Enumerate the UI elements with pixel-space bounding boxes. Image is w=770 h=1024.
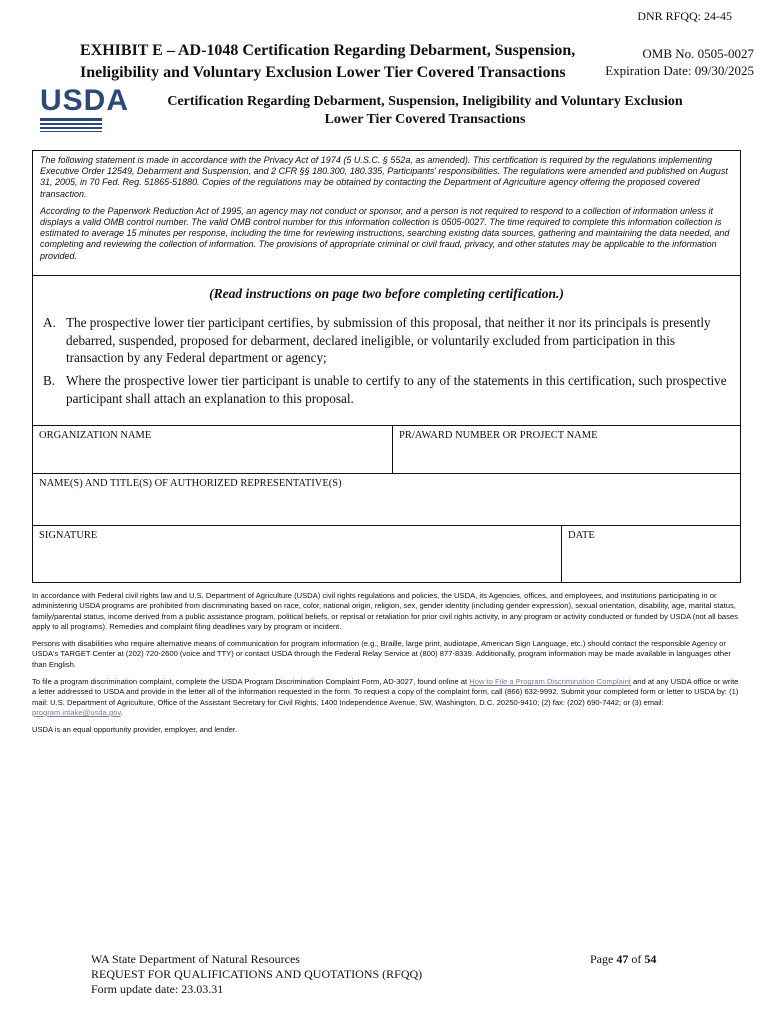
complaint-form-link[interactable]: How to File a Program Discrimination Complaint xyxy=(469,677,631,687)
signature-fields xyxy=(32,426,741,583)
exhibit-title-line2: Ineligibility and Voluntary Exclusion Lower Tier Covered Transactions xyxy=(80,64,566,81)
privacy-act-paragraph: The following statement is made in accordance with the Privacy Act of 1974 (5 U.S.C. § 552a, as amended). This certification is required by the regulations implementing Executive Order 12549, Debarment and Suspension, and 2 CFR §§ 180.300, 180.335, Participants' responsibilities. The regulations were amended and published on August 31, 2005, in 70 Fed. Reg. 51865-51880. Copies of the regulations may be obtained by contacting the Department of Agriculture agency offering the proposed covered transaction. xyxy=(40,155,728,199)
item-b-label: B. xyxy=(43,373,56,388)
privacy-statement-box xyxy=(32,150,741,276)
item-a-label: A. xyxy=(43,315,56,330)
usda-logo xyxy=(40,84,130,132)
exhibit-title-line1: EXHIBIT E – AD-1048 Certification Regarding Debarment, Suspension, xyxy=(80,42,576,59)
signature-field[interactable] xyxy=(33,526,561,583)
footer-agency: WA State Department of Natural Resources xyxy=(91,952,300,966)
complaint-text-end: . xyxy=(120,707,123,717)
omb-info xyxy=(605,45,754,79)
representative-label: NAME(S) AND TITLE(S) OF AUTHORIZED REPRESENTATIVE(S) xyxy=(39,478,342,489)
instructions-note: (Read instructions on page two before completing certification.) xyxy=(209,286,564,301)
disabilities-paragraph: Persons with disabilities who require alternative means of communication for program information (e.g., Braille, large print, audiotape, American Sign Language, etc.) should contact the responsible Agency or USDA's TARGET Center at (202) 720-2600 (voice and TTY) or contact USDA through the Federal Relay Service at (800) 877-8339. Additionally, program information may be made available in languages other than English. xyxy=(32,639,731,669)
page-total: 54 xyxy=(644,952,657,966)
expiration-date: Expiration Date: 09/30/2025 xyxy=(605,63,754,78)
nondiscrimination-paragraph: In accordance with Federal civil rights law and U.S. Department of Agriculture (USDA) civil rights regulations and policies, the USDA, its Agencies, offices, and employees, and institutions participating in or administering USDA programs are prohibited from discriminating based on race, color, national origin, religion, sex, gender identity (including gender expression), sexual orientation, disability, age, marital status, family/parental status, income derived from a public assistance program, political beliefs, or reprisal or retaliation for prior civil rights activity, in any program or activity conducted or funded by USDA (not all bases apply to all programs). Remedies and complaint filing deadlines vary by program or incident. xyxy=(32,591,738,631)
footer-update-date: Form update date: 23.03.31 xyxy=(91,982,224,996)
paperwork-reduction-paragraph: According to the Paperwork Reduction Act of 1995, an agency may not conduct or sponsor, and a person is not required to respond to a collection of information unless it displays a valid OMB control number. The valid OMB control number for this information collection is 0505-0027. The time required to complete this information collection is estimated to average 15 minutes per response, including the time for reviewing instructions, searching existing data sources, gathering and maintaining the data needed, and completing and reviewing the collection of information. The provisions of appropriate criminal or civil fraud, privacy, and other statutes may be applicable to the information provided. xyxy=(40,205,730,261)
certification-item-b xyxy=(43,372,733,407)
complaint-text-mid: and at any USDA office or write a letter addressed to USDA and provide in the letter all of the information requested in the form. To request a copy of the complaint form, call (866) 632-9992. Submit your completed form or letter to USDA by: (1) mail: U.S. Department of Agriculture, Office of the Assistant Secretary for Civil Rights, 1400 Independence Avenue, SW, Washington, D.C. 20250-9410; (2) fax: (202) 690-7442; or (3) email: xyxy=(32,677,739,707)
complaint-text-start: To file a program discrimination complaint, complete the USDA Program Discrimination Complaint Form, AD-3027, found online at xyxy=(32,677,470,687)
organization-name-label: ORGANIZATION NAME xyxy=(39,430,152,441)
exhibit-title xyxy=(80,40,595,84)
usda-logo-text: USDA xyxy=(40,84,130,117)
certification-box xyxy=(32,276,741,426)
certification-title xyxy=(140,93,710,129)
certification-title-line1: Certification Regarding Debarment, Suspension, Ineligibility and Voluntary Exclusion xyxy=(167,94,683,109)
omb-number: OMB No. 0505-0027 xyxy=(642,46,754,61)
fields-row-signature xyxy=(33,526,740,583)
program-intake-email-link[interactable]: program.intake@usda.gov xyxy=(32,707,121,717)
usda-logo-bars xyxy=(40,118,102,132)
date-label: DATE xyxy=(568,530,595,541)
page-word: Page xyxy=(590,952,617,966)
rfqq-reference: DNR RFQQ: 24-45 xyxy=(637,9,732,23)
equal-opportunity-statement: USDA is an equal opportunity provider, employer, and lender. xyxy=(32,725,238,735)
award-number-label: PR/AWARD NUMBER OR PROJECT NAME xyxy=(399,430,598,441)
footer-document-title: REQUEST FOR QUALIFICATIONS AND QUOTATIONS (RFQQ) xyxy=(91,967,423,981)
item-a-text: The prospective lower tier participant certifies, by submission of this proposal, that neither it nor its principals is presently debarred, suspended, proposed for debarment, declared ineligible, or voluntarily excluded from participation in this transaction by any Federal department or agency; xyxy=(66,315,711,365)
representative-field[interactable] xyxy=(33,474,740,525)
civil-rights-notice xyxy=(32,591,744,743)
signature-label: SIGNATURE xyxy=(39,530,98,541)
footer-info xyxy=(91,952,422,997)
page-current: 47 xyxy=(616,952,629,966)
fields-row-organization xyxy=(33,426,740,474)
organization-name-field[interactable] xyxy=(33,426,392,473)
certification-title-line2: Lower Tier Covered Transactions xyxy=(324,112,526,127)
fields-row-representative xyxy=(33,474,740,526)
page-of: of xyxy=(628,952,645,966)
complaint-paragraph xyxy=(32,677,744,718)
certification-item-a xyxy=(43,314,733,367)
award-number-field[interactable] xyxy=(392,426,740,473)
date-field[interactable] xyxy=(561,526,740,583)
page-number xyxy=(590,952,656,967)
item-b-text: Where the prospective lower tier participant is unable to certify to any of the statements in this certification, such prospective participant shall attach an explanation to this proposal. xyxy=(66,373,727,406)
